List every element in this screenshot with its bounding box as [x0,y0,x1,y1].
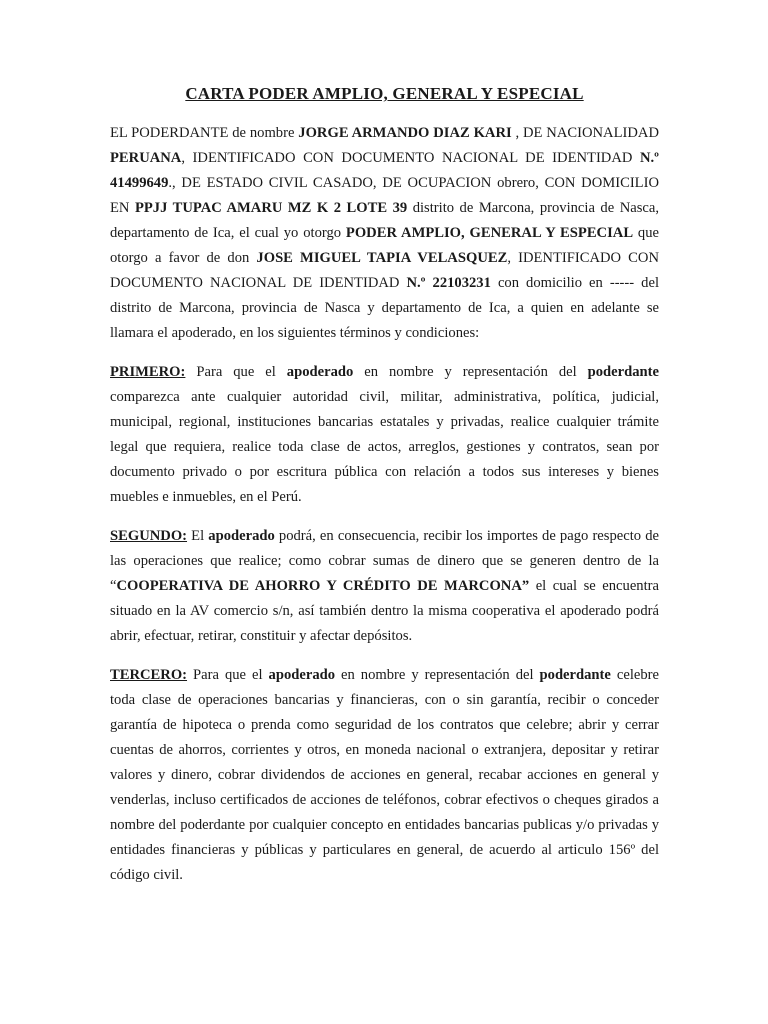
intro-text: , IDENTIFICADO CON DOCUMENTO NACIONAL DE IDENTIDAD [181,150,640,166]
intro-text: con domicilio en ----- del distrito de Marcona, provincia de Nasca y departamento de Ica, a quien en adelante se llamara el apoderado, en los siguientes términos y condiciones: [110,275,659,341]
intro-text: , DE NACIONALIDAD [511,125,659,141]
clause-text: podrá, en consecuencia, recibir los importes de pago respecto de las operaciones que realice; como cobrar sumas de dinero que se generen dentro de la “ [110,528,659,594]
intro-text: que otorgo a favor de don [110,225,659,266]
intro-text: distrito de Marcona, provincia de Nasca, departamento de Ica, el cual yo otorgo [110,200,659,241]
clause-text: celebre toda clase de operaciones bancarias y financieras, con o sin garantía, recibir o conceder garantía de hipoteca o prenda como seguridad de los contratos que celebre; abrir y cerrar cuentas de ahorros, corrientes y otros, en moneda nacional o extranjera, depositar y retirar valores y dinero, cobrar dividendos de acciones en general, recabar acciones en general y venderlas, incluso certificados de acciones de teléfonos, cobrar efectivos o cheques girados a nombre del poderdante por cualquier concepto en entidades bancarias publicas y/o privadas y entidades financieras y públicas y particulares en general, de acuerdo al articulo 156º del código civil. [110,667,659,883]
intro-text: ., DE ESTADO CIVIL CASADO, DE OCUPACION obrero, CON DOMICILIO EN [110,175,659,216]
document-page [110,84,659,902]
grantor-nationality: PERUANA [110,150,182,166]
intro-paragraph [110,121,659,346]
clause-heading: PRIMERO: [110,364,186,380]
apoderado-term: apoderado [286,364,354,380]
clause-tercero [110,663,659,888]
grantor-name: JORGE ARMANDO DIAZ KARI [298,125,512,141]
agent-name: JOSE MIGUEL TAPIA VELASQUEZ [256,250,508,266]
clause-heading: TERCERO: [110,667,188,683]
clause-text: El [187,528,209,544]
poderdante-term: poderdante [587,364,659,380]
clause-text: en nombre y representación del [335,667,540,683]
grantor-dni: N.º 41499649 [110,150,659,191]
apoderado-term: apoderado [208,528,275,544]
apoderado-term: apoderado [268,667,336,683]
document-title: CARTA PODER AMPLIO, GENERAL Y ESPECIAL [185,84,584,103]
clause-text: comparezca ante cualquier autoridad civil, militar, administrativa, política, judicial, municipal, regional, instituciones bancarias estatales y privadas, realice cualquier trámite legal que requiera, realice toda clase de actos, arreglos, gestiones y contratos, sean por documento privado o por escritura pública con relación a todos sus intereses y bienes muebles e inmuebles, en el Perú. [110,389,659,505]
clause-primero [110,360,659,510]
clause-segundo [110,524,659,649]
clause-text: Para que el [185,364,287,380]
grantor-address: PPJJ TUPAC AMARU MZ K 2 LOTE 39 [134,200,408,216]
cooperativa-name: COOPERATIVA DE AHORRO Y CRÉDITO DE MARCONA” [116,578,530,594]
intro-text: , IDENTIFICADO CON DOCUMENTO NACIONAL DE IDENTIDAD [110,250,659,291]
intro-text: EL PODERDANTE de nombre [110,125,299,141]
clause-text: Para que el [187,667,269,683]
agent-dni: N.º 22103231 [406,275,491,291]
clause-heading: SEGUNDO: [110,528,188,544]
poderdante-term: poderdante [539,667,611,683]
power-type: PODER AMPLIO, GENERAL Y ESPECIAL [345,225,634,241]
clause-text: el cual se encuentra situado en la AV comercio s/n, así también dentro la misma cooperativa el apoderado podrá abrir, efectuar, retirar, constituir y afectar depósitos. [110,578,659,644]
clause-text: en nombre y representación del [353,364,588,380]
